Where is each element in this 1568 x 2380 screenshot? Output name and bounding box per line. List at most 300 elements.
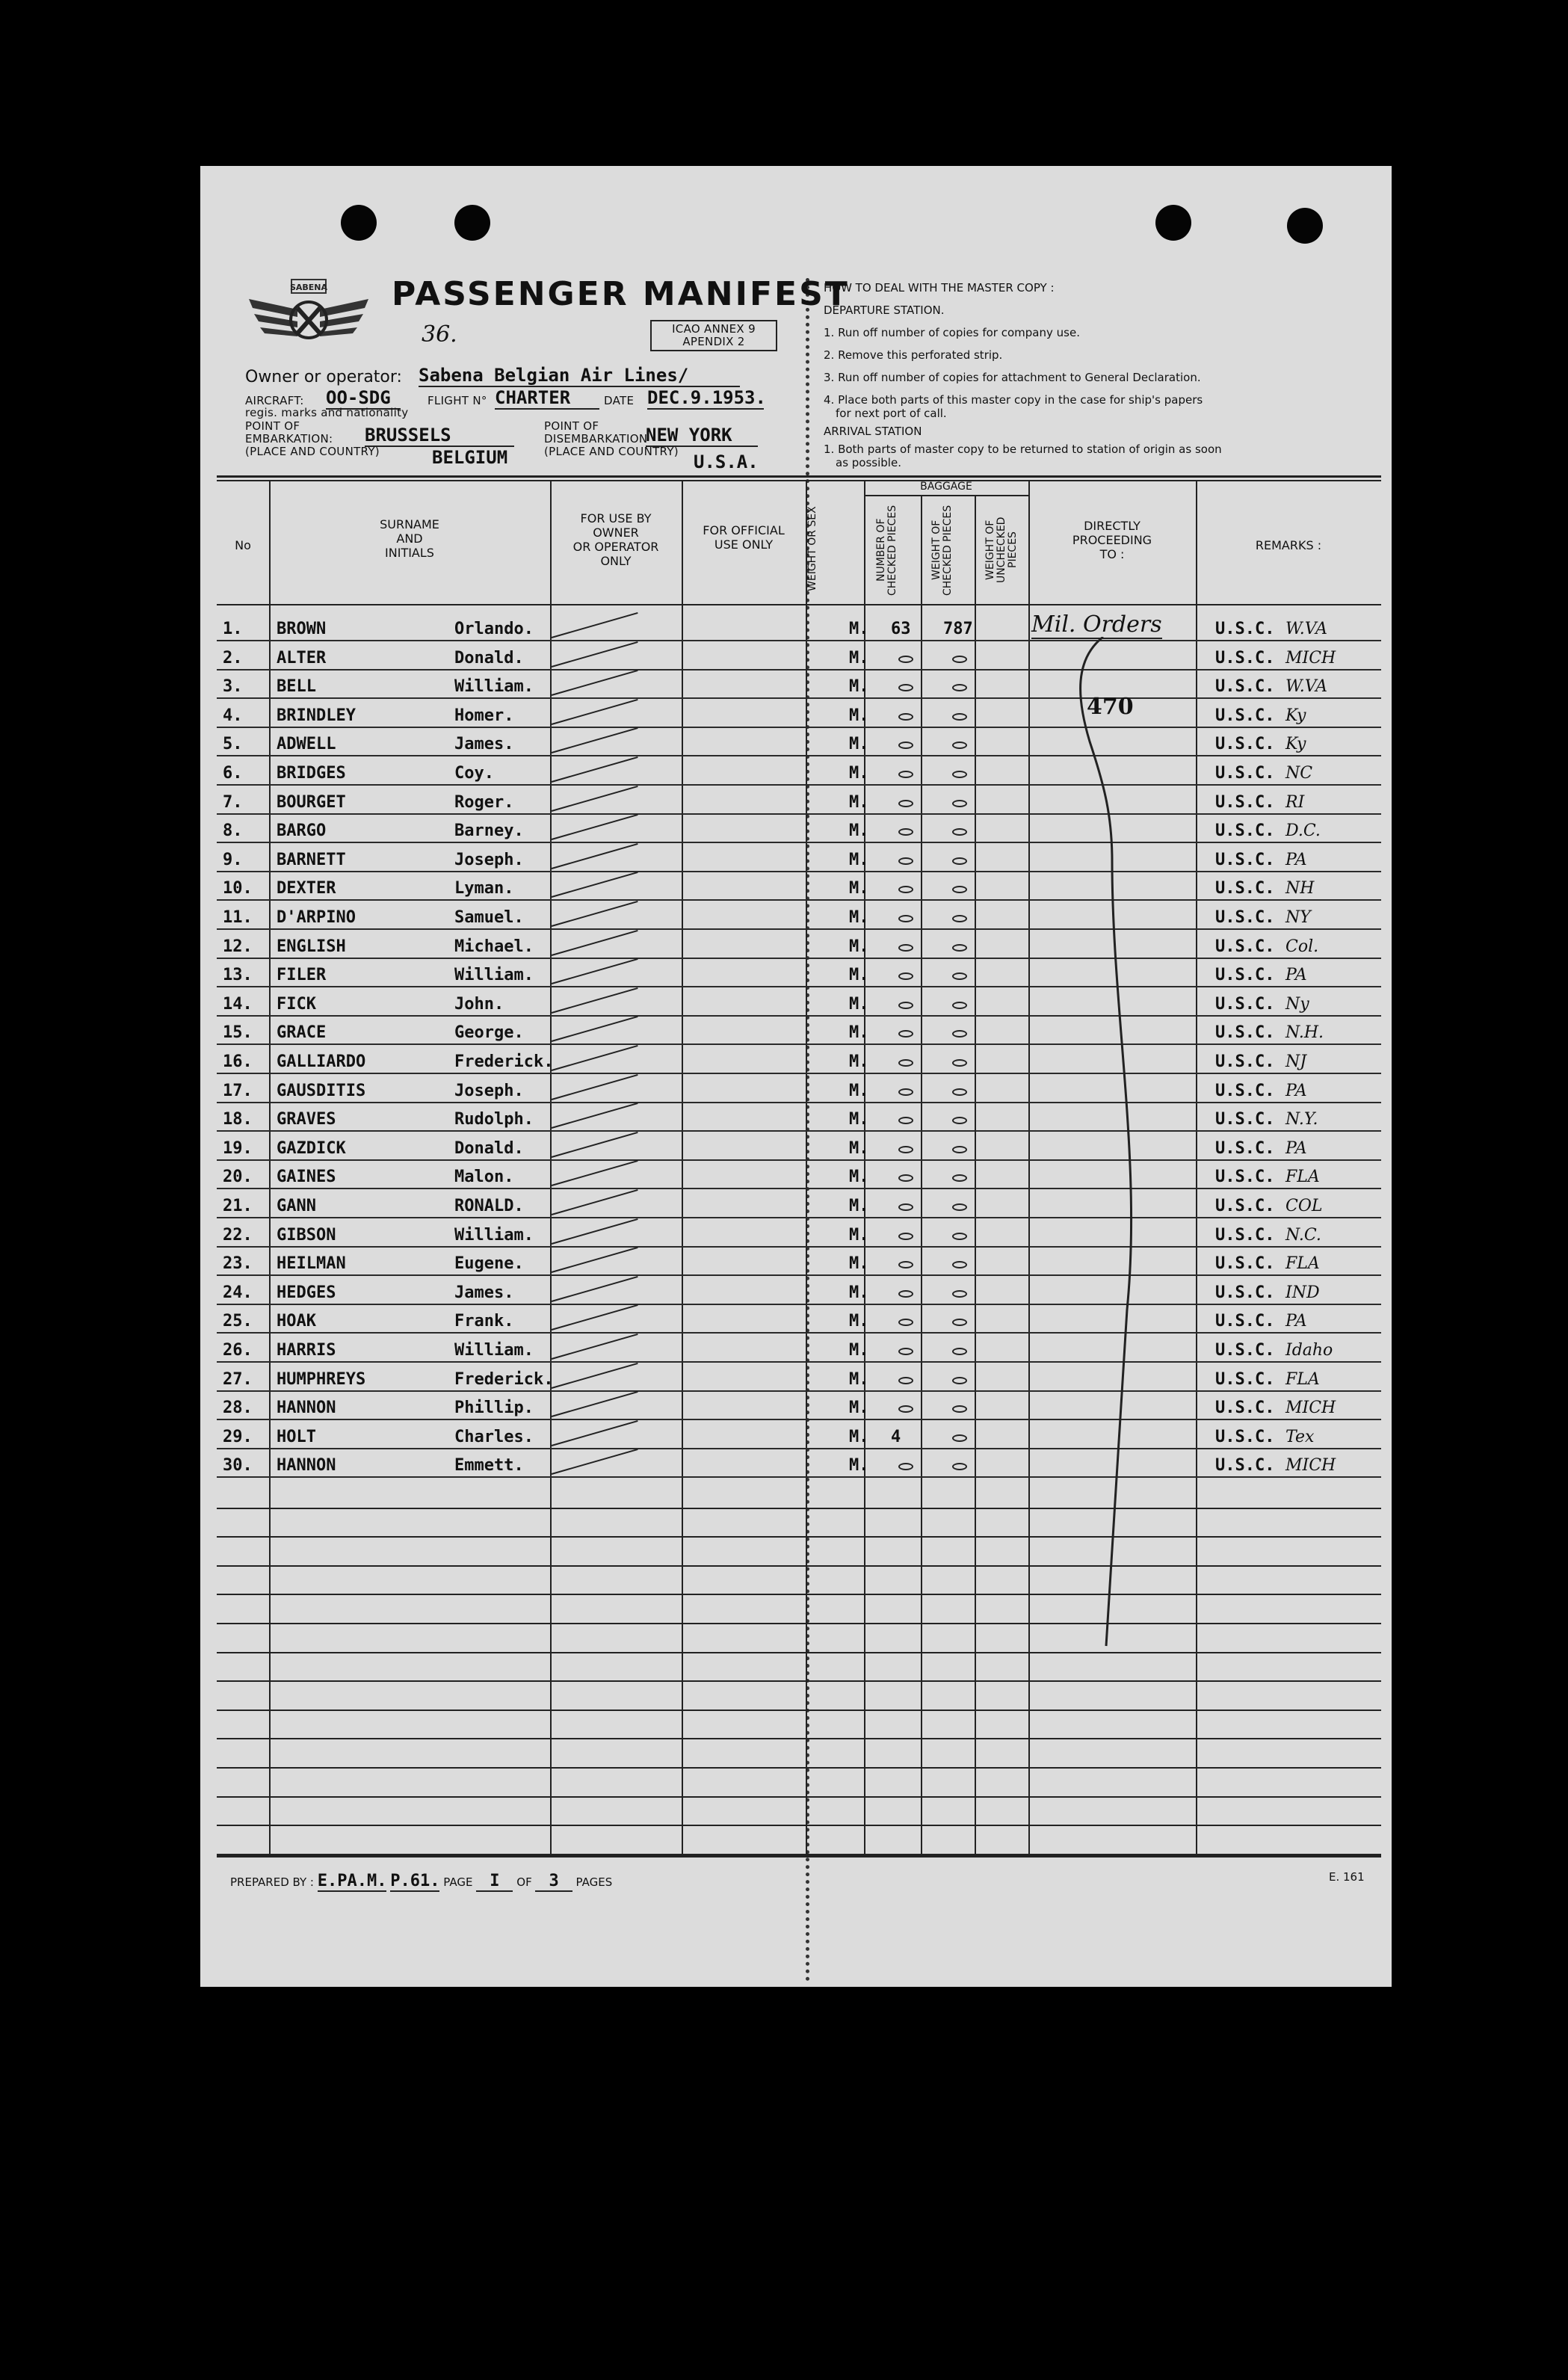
table-row (217, 1421, 1381, 1449)
ditto-mark (952, 771, 967, 778)
disembarkation-label: POINT OF DISEMBARKATION (PLACE AND COUNTRY) (544, 419, 679, 458)
surname: HARRIS (277, 1341, 336, 1360)
row-number: 16. (223, 1052, 253, 1071)
icao-annex-box (650, 320, 777, 351)
table-row (217, 757, 1381, 786)
given-name: Donald. (454, 648, 524, 668)
check-stroke (552, 1391, 638, 1417)
row-number: 22. (223, 1225, 253, 1245)
table-bottom-rule (217, 1855, 1381, 1858)
table-row (217, 1219, 1381, 1248)
punch-hole-4 (1287, 208, 1323, 244)
check-stroke (552, 1132, 638, 1158)
sex: M. (849, 620, 869, 638)
given-name: George. (454, 1023, 524, 1043)
remarks-state: Ky (1285, 735, 1306, 754)
aircraft-label: AIRCRAFT: (245, 394, 304, 407)
sex: M. (849, 879, 869, 898)
ditto-mark (898, 1203, 913, 1211)
sex: M. (849, 648, 869, 668)
surname: BRINDLEY (277, 706, 356, 725)
remarks-citizenship: U.S.C. (1215, 1225, 1275, 1245)
given-name: James. (454, 735, 514, 754)
given-name: Frank. (454, 1312, 514, 1331)
remarks-state: D.C. (1285, 821, 1321, 841)
row-number: 24. (223, 1283, 253, 1302)
ditto-mark (898, 1290, 913, 1298)
surname: GRAVES (277, 1110, 336, 1129)
check-stroke (552, 1420, 638, 1446)
table-row (217, 1248, 1381, 1276)
row-rule (217, 1476, 1381, 1478)
blank-row-rule (217, 1854, 1381, 1855)
row-number: 26. (223, 1341, 253, 1360)
ditto-mark (952, 1434, 967, 1442)
ditto-mark (952, 1233, 967, 1240)
instr-a1b: as possible. (836, 456, 901, 469)
row-number: 27. (223, 1369, 253, 1389)
surname: HOAK (277, 1312, 316, 1331)
ditto-mark (952, 742, 967, 749)
remarks-state: FLA (1285, 1369, 1320, 1389)
row-number: 12. (223, 937, 253, 956)
remarks-state: W.VA (1285, 677, 1328, 697)
ditto-mark (952, 1463, 967, 1470)
sex: M. (849, 937, 869, 956)
proceeding-annotation: Mil. Orders (1031, 611, 1162, 638)
row-number: 20. (223, 1168, 253, 1187)
remarks-citizenship: U.S.C. (1215, 879, 1275, 898)
surname: ENGLISH (277, 937, 346, 956)
header-bottom-rule (217, 604, 1381, 605)
surname: GALLIARDO (277, 1052, 366, 1071)
given-name: Lyman. (454, 879, 514, 898)
sex: M. (849, 1081, 869, 1100)
given-name: Frederick. (454, 1052, 554, 1071)
row-number: 18. (223, 1110, 253, 1129)
row-number: 7. (223, 792, 243, 812)
ditto-mark (898, 944, 913, 952)
check-stroke (552, 1247, 638, 1273)
remarks-citizenship: U.S.C. (1215, 1081, 1275, 1100)
check-stroke (552, 1016, 638, 1042)
ditto-mark (898, 886, 913, 893)
remarks-citizenship: U.S.C. (1215, 1456, 1275, 1476)
row-number: 14. (223, 994, 253, 1014)
given-name: Donald. (454, 1138, 524, 1158)
remarks-citizenship: U.S.C. (1215, 792, 1275, 812)
ditto-mark (898, 1377, 913, 1384)
remarks-state: Col. (1285, 937, 1319, 956)
check-stroke (552, 1218, 638, 1245)
given-name: Charles. (454, 1427, 534, 1446)
regis-marks-label: regis. marks and nationality (245, 406, 409, 419)
prepared-value: E.PA.M. (317, 1872, 387, 1890)
col-head-baggage: BAGGAGE (920, 481, 972, 493)
remarks-citizenship: U.S.C. (1215, 677, 1275, 697)
punch-hole-1 (341, 205, 377, 241)
aircraft-value: OO-SDG (326, 387, 401, 410)
owner-value: Sabena Belgian Air Lines/ (419, 365, 740, 387)
page-value: I (476, 1872, 513, 1892)
ditto-mark (952, 915, 967, 922)
checked-weight: 787 (943, 620, 973, 638)
surname: GANN (277, 1197, 316, 1215)
table-row (217, 959, 1381, 987)
surname: HANNON (277, 1399, 336, 1418)
row-number: 15. (223, 1023, 253, 1043)
surname: BELL (277, 677, 316, 697)
ditto-mark (898, 800, 913, 807)
remarks-state: PA (1285, 966, 1307, 985)
row-number: 25. (223, 1312, 253, 1331)
remarks-citizenship: U.S.C. (1215, 706, 1275, 725)
check-stroke (552, 843, 638, 869)
ditto-mark (898, 857, 913, 865)
ditto-mark (898, 1002, 913, 1009)
given-name: William. (454, 1341, 534, 1360)
flight-label: FLIGHT N° (428, 394, 487, 407)
flight-value: CHARTER (495, 387, 599, 410)
col-head-no: No (235, 538, 251, 552)
logo-text: SABENA (289, 283, 328, 292)
embarkation-label: POINT OF EMBARKATION: (PLACE AND COUNTRY) (245, 419, 380, 458)
surname: ADWELL (277, 735, 336, 754)
check-stroke (552, 1103, 638, 1129)
ditto-mark (952, 1377, 967, 1384)
sabena-logo (245, 277, 372, 351)
ditto-mark (952, 800, 967, 807)
check-stroke (552, 1363, 638, 1389)
check-stroke (552, 641, 638, 668)
of-label: OF (516, 1875, 532, 1889)
row-number: 6. (223, 764, 243, 783)
instr-d4a: 4. Place both parts of this master copy in the case for ship's papers (824, 393, 1203, 407)
surname: DEXTER (277, 879, 336, 898)
check-stroke (552, 872, 638, 898)
date-value: DEC.9.1953. (647, 387, 766, 408)
remarks-state: Idaho (1285, 1341, 1333, 1360)
surname: GAZDICK (277, 1138, 346, 1158)
instr-arrival: ARRIVAL STATION (824, 425, 922, 438)
checked-pieces: 63 (891, 620, 911, 638)
remarks-state: Tex (1285, 1427, 1315, 1446)
check-stroke (552, 612, 638, 638)
sex: M. (849, 792, 869, 812)
surname: FICK (277, 994, 316, 1014)
embarkation-city: BRUSSELS (365, 425, 514, 447)
col-head-surname: SURNAME AND INITIALS (380, 517, 439, 560)
check-stroke (552, 1449, 638, 1475)
given-name: Frederick. (454, 1369, 554, 1389)
table-row (217, 844, 1381, 872)
remarks-citizenship: U.S.C. (1215, 1312, 1275, 1331)
baggage-rule (864, 495, 1028, 496)
remarks-citizenship: U.S.C. (1215, 1427, 1275, 1446)
remarks-citizenship: U.S.C. (1215, 648, 1275, 668)
row-number: 10. (223, 879, 253, 898)
owner-label: Owner or operator: (245, 368, 402, 386)
row-number: 29. (223, 1427, 253, 1446)
ditto-mark (898, 1463, 913, 1470)
remarks-state: N.H. (1285, 1023, 1324, 1043)
ditto-mark (952, 1174, 967, 1182)
disembarkation-country: U.S.A. (694, 451, 759, 472)
table-row (217, 1277, 1381, 1305)
table-top-rule-2 (217, 480, 1381, 481)
sex: M. (849, 821, 869, 841)
page-label: PAGE (443, 1875, 473, 1889)
check-stroke (552, 727, 638, 753)
blank-row-rule (217, 1767, 1381, 1769)
instr-d4b: for next port of call. (836, 407, 947, 420)
icao-annex-line2: APENDIX 2 (682, 335, 745, 348)
ditto-mark (952, 1088, 967, 1096)
ditto-mark (898, 1117, 913, 1124)
ditto-mark (952, 684, 967, 691)
col-head-remarks: REMARKS : (1255, 538, 1322, 552)
sex: M. (849, 1369, 869, 1389)
sex: M. (849, 966, 869, 985)
remarks-citizenship: U.S.C. (1215, 1283, 1275, 1302)
sex: M. (849, 677, 869, 697)
remarks-state: NH (1285, 879, 1315, 898)
given-name: Barney. (454, 821, 524, 841)
given-name: Joseph. (454, 1081, 524, 1100)
check-stroke (552, 1334, 638, 1360)
ditto-mark (898, 1319, 913, 1326)
total-pages-value: 3 (535, 1872, 572, 1892)
check-stroke (552, 670, 638, 696)
table-row (217, 1190, 1381, 1218)
ditto-mark (952, 1203, 967, 1211)
remarks-state: COL (1285, 1197, 1323, 1215)
blank-row-rule (217, 1652, 1381, 1653)
given-name: Rudolph. (454, 1110, 534, 1129)
given-name: John. (454, 994, 504, 1014)
remarks-state: NC (1285, 764, 1313, 783)
ditto-mark (898, 1261, 913, 1268)
row-number: 13. (223, 966, 253, 985)
punch-hole-2 (454, 205, 490, 241)
col-head-weight-checked: WEIGHT OF CHECKED PIECES (930, 505, 954, 596)
row-number: 23. (223, 1254, 253, 1274)
punch-hole-3 (1155, 205, 1191, 241)
surname: GIBSON (277, 1225, 336, 1245)
ditto-mark (898, 972, 913, 980)
ditto-mark (898, 1146, 913, 1153)
remarks-state: W.VA (1285, 620, 1328, 638)
sex: M. (849, 908, 869, 927)
surname: BRIDGES (277, 764, 346, 783)
sex: M. (849, 1283, 869, 1302)
row-number: 17. (223, 1081, 253, 1100)
row-number: 28. (223, 1399, 253, 1418)
surname: ALTER (277, 648, 327, 668)
instr-a1a: 1. Both parts of master copy to be returned to station of origin as soon (824, 443, 1222, 456)
surname: HEILMAN (277, 1254, 346, 1274)
sex: M. (849, 994, 869, 1014)
ditto-mark (898, 771, 913, 778)
remarks-citizenship: U.S.C. (1215, 1399, 1275, 1418)
checked-pieces: 4 (891, 1427, 901, 1446)
surname: GRACE (277, 1023, 327, 1043)
surname: HEDGES (277, 1283, 336, 1302)
remarks-citizenship: U.S.C. (1215, 1168, 1275, 1187)
row-number: 11. (223, 908, 253, 927)
given-name: Orlando. (454, 620, 534, 638)
remarks-state: IND (1285, 1283, 1320, 1302)
check-stroke (552, 756, 638, 783)
remarks-state: FLA (1285, 1168, 1320, 1187)
row-number: 8. (223, 821, 243, 841)
master-copy-instructions (824, 277, 1377, 469)
blank-row-rule (217, 1825, 1381, 1826)
blank-row-rule (217, 1594, 1381, 1595)
ditto-mark (898, 1174, 913, 1182)
manifest-sheet (200, 166, 1392, 1987)
blank-row-rule (217, 1565, 1381, 1567)
sex: M. (849, 1427, 869, 1446)
remarks-state: MICH (1285, 1456, 1336, 1476)
check-stroke (552, 814, 638, 840)
remarks-citizenship: U.S.C. (1215, 1110, 1275, 1129)
remarks-state: MICH (1285, 648, 1336, 668)
sex: M. (849, 850, 869, 869)
ditto-bracket-line (1060, 637, 1149, 1653)
ditto-mark (952, 713, 967, 721)
remarks-state: PA (1285, 850, 1307, 869)
ditto-mark (898, 1059, 913, 1067)
sex: M. (849, 1254, 869, 1274)
sex: M. (849, 1052, 869, 1071)
surname: BOURGET (277, 792, 346, 812)
col-head-official-use: FOR OFFICIAL USE ONLY (703, 523, 785, 552)
remarks-state: NY (1285, 908, 1311, 927)
remarks-citizenship: U.S.C. (1215, 1341, 1275, 1360)
sex: M. (849, 706, 869, 725)
surname: GAUSDITIS (277, 1081, 366, 1100)
remarks-state: MICH (1285, 1399, 1336, 1418)
blank-row-rule (217, 1796, 1381, 1798)
surname: HANNON (277, 1456, 336, 1476)
instr-departure: DEPARTURE STATION. (824, 303, 945, 317)
sex: M. (849, 1399, 869, 1418)
sex: M. (849, 1110, 869, 1129)
given-name: RONALD. (454, 1197, 524, 1215)
table-row (217, 1363, 1381, 1392)
table-row (217, 786, 1381, 815)
ditto-mark (898, 742, 913, 749)
remarks-citizenship: U.S.C. (1215, 908, 1275, 927)
remarks-state: NJ (1285, 1052, 1307, 1071)
sex: M. (849, 1456, 869, 1476)
sex: M. (849, 1168, 869, 1187)
table-row (217, 1305, 1381, 1334)
given-name: William. (454, 1225, 534, 1245)
check-stroke (552, 1304, 638, 1331)
disembarkation-city: NEW YORK (646, 425, 758, 447)
remarks-state: Ny (1285, 994, 1309, 1014)
remarks-citizenship: U.S.C. (1215, 966, 1275, 985)
table-row (217, 1132, 1381, 1161)
row-number: 30. (223, 1456, 253, 1476)
col-head-weight-sex: WEIGHT OR SEX (806, 506, 818, 591)
blank-row-rule (217, 1623, 1381, 1624)
ditto-mark (952, 1405, 967, 1413)
table-row (217, 988, 1381, 1017)
table-row (217, 901, 1381, 930)
sex: M. (849, 1312, 869, 1331)
given-name: Emmett. (454, 1456, 524, 1476)
table-row (217, 1017, 1381, 1045)
remarks-citizenship: U.S.C. (1215, 1369, 1275, 1389)
ditto-mark (898, 915, 913, 922)
ditto-mark (952, 1348, 967, 1355)
blank-row-rule (217, 1738, 1381, 1739)
remarks-citizenship: U.S.C. (1215, 937, 1275, 956)
given-name: Samuel. (454, 908, 524, 927)
ditto-mark (898, 1088, 913, 1096)
check-stroke (552, 930, 638, 956)
sex: M. (849, 1225, 869, 1245)
row-number: 2. (223, 648, 243, 668)
col-head-directly: DIRECTLY PROCEEDING TO : (1072, 519, 1152, 561)
ditto-mark (898, 713, 913, 721)
ditto-mark (952, 1261, 967, 1268)
ditto-mark (898, 656, 913, 663)
remarks-state: PA (1285, 1138, 1307, 1158)
given-name: William. (454, 966, 534, 985)
given-name: William. (454, 677, 534, 697)
remarks-state: N.C. (1285, 1225, 1321, 1245)
check-stroke (552, 1189, 638, 1215)
given-name: Roger. (454, 792, 514, 812)
instr-d3: 3. Run off number of copies for attachment to General Declaration. (824, 371, 1201, 384)
remarks-state: Ky (1285, 706, 1306, 725)
col-head-weight-unchecked: WEIGHT OF UNCHECKED PIECES (984, 517, 1019, 584)
form-code: E. 161 (1329, 1870, 1365, 1884)
given-name: Coy. (454, 764, 494, 783)
remarks-citizenship: U.S.C. (1215, 994, 1275, 1014)
row-number: 21. (223, 1197, 253, 1215)
check-stroke (552, 1045, 638, 1071)
ditto-mark (898, 1030, 913, 1038)
sex: M. (849, 1138, 869, 1158)
check-stroke (552, 786, 638, 812)
icao-annex-line1: ICAO ANNEX 9 (672, 322, 756, 336)
prepared-ref: P.61. (390, 1872, 440, 1890)
ditto-mark (898, 1405, 913, 1413)
table-row (217, 613, 1381, 641)
surname: GAINES (277, 1168, 336, 1187)
table-row (217, 700, 1381, 728)
table-row (217, 1392, 1381, 1420)
remarks-citizenship: U.S.C. (1215, 620, 1275, 638)
sex: M. (849, 735, 869, 754)
ditto-mark (952, 857, 967, 865)
ditto-mark (952, 886, 967, 893)
instr-d1: 1. Run off number of copies for company use. (824, 326, 1080, 339)
prepared-by (230, 1872, 612, 1890)
ditto-mark (952, 1030, 967, 1038)
ditto-mark (952, 1117, 967, 1124)
table-row (217, 872, 1381, 901)
remarks-citizenship: U.S.C. (1215, 764, 1275, 783)
ditto-mark (952, 1059, 967, 1067)
ditto-mark (952, 972, 967, 980)
count-annotation: 470 (1087, 694, 1134, 720)
